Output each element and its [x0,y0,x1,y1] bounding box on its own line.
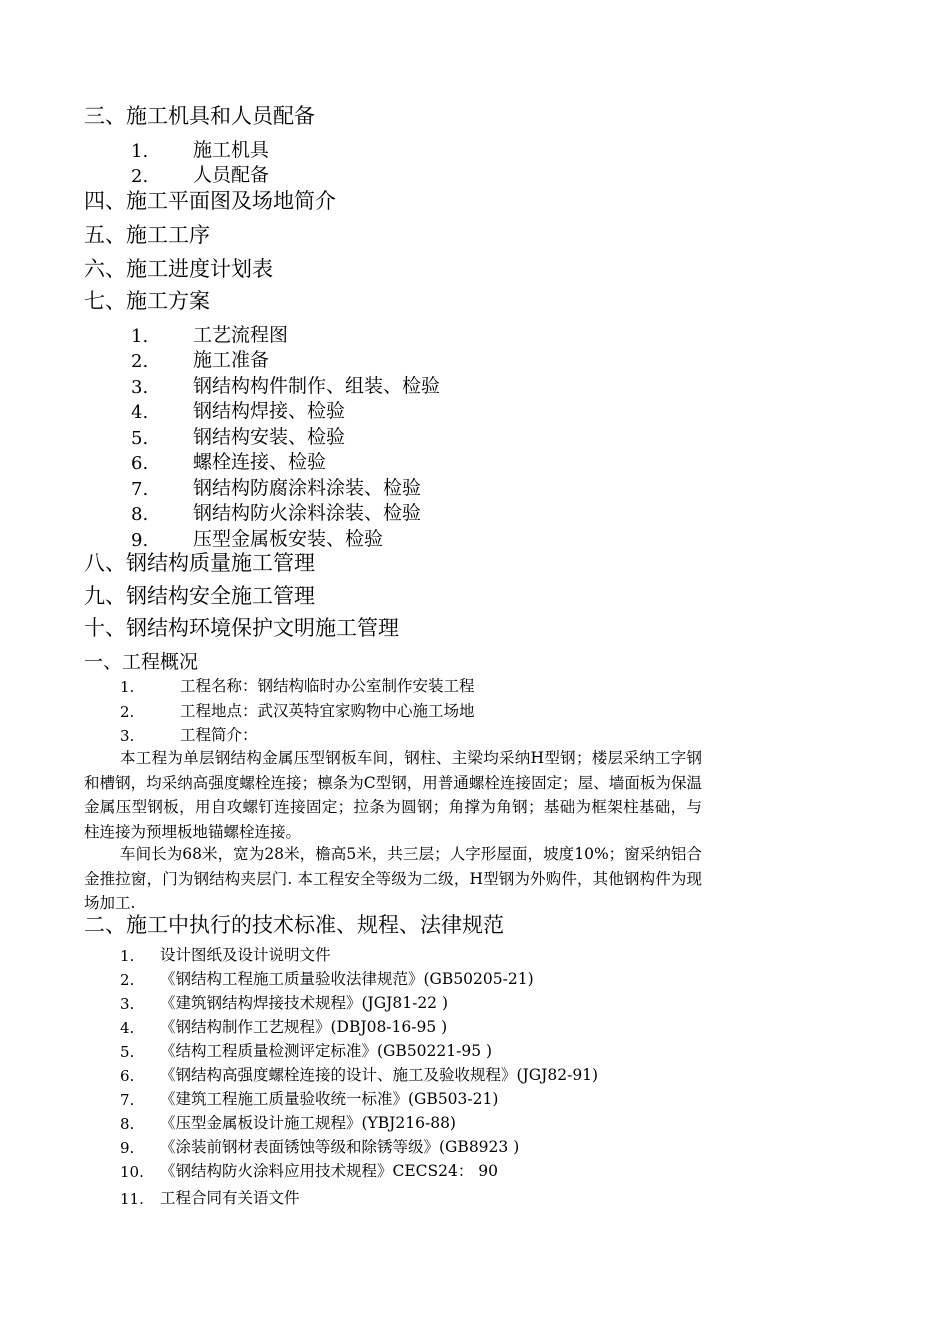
heading-overview: 一、工程概况 [84,651,199,673]
list-number: 11. [120,1190,144,1208]
list-item: 螺栓连接、检验 [193,451,327,473]
list-number: 2. [131,351,149,372]
list-item: 《钢结构制作工艺规程》(DBJ08-16-95 ) [160,1018,448,1036]
list-item: 人员配备 [193,164,270,186]
list-item: 钢结构构件制作、组装、检验 [193,375,441,397]
list-number: 10. [120,1163,144,1181]
list-number: 5. [120,1043,135,1061]
list-number: 4. [120,1019,135,1037]
heading-section-7: 七、施工方案 [84,289,210,313]
list-number: 1. [131,326,149,347]
heading-section-3: 三、施工机具和人员配备 [84,104,315,128]
list-number: 3. [120,727,135,745]
heading-section-9: 九、钢结构安全施工管理 [84,584,315,608]
list-item: 《涂装前钢材表面锈蚀等级和除锈等级》(GB8923 ) [160,1138,520,1156]
list-item: 钢结构安装、检验 [193,426,346,448]
list-item: 钢结构防腐涂料涂装、检验 [193,477,422,499]
list-number: 7. [131,479,149,500]
heading-section-10: 十、钢结构环境保护文明施工管理 [84,616,399,640]
list-item: 设计图纸及设计说明文件 [160,946,331,964]
list-number: 1. [131,141,149,162]
list-item: 钢结构防火涂料涂装、检验 [193,502,422,524]
heading-section-8: 八、钢结构质量施工管理 [84,551,315,575]
list-number: 7. [120,1091,135,1109]
list-item: 《钢结构高强度螺栓连接的设计、施工及验收规程》(JGJ82-91) [160,1066,599,1084]
list-number: 4. [131,402,149,423]
list-item: 《钢结构工程施工质量验收法律规范》(GB50205-21) [160,970,534,988]
list-item: 《建筑钢结构焊接技术规程》(JGJ81-22 ) [160,994,449,1012]
overview-paragraph-2: 车间长为68米，宽为28米，檐高5米，共三层；人字形屋面，坡度10%；窗采纳铝合金推拉窗，门为钢结构夹层门. 本工程安全等级为二级，H型钢为外购件，其他钢构件为现场加工. [84,845,702,912]
list-item: 工艺流程图 [193,324,289,346]
heading-standards: 二、施工中执行的技术标准、规程、法律规范 [84,913,504,937]
list-number: 6. [120,1067,135,1085]
list-item: 工程合同有关语文件 [160,1189,300,1207]
heading-section-4: 四、施工平面图及场地简介 [84,189,336,213]
list-item: 《结构工程质量检测评定标准》(GB50221-95 ) [160,1042,493,1060]
list-item: 钢结构焊接、检验 [193,400,346,422]
list-number: 9. [120,1139,135,1157]
list-number: 8. [120,1115,135,1133]
list-item: 施工机具 [193,139,270,161]
list-number: 9. [131,530,149,551]
list-item: 《压型金属板设计施工规程》(YBJ216-88) [160,1114,456,1132]
list-number: 1. [120,678,135,696]
list-number: 2. [120,703,135,721]
list-number: 3. [131,377,149,398]
list-number: 1. [120,947,135,965]
list-number: 8. [131,504,149,525]
list-item: 工程名称：钢结构临时办公室制作安装工程 [180,677,475,695]
list-number: 2. [131,166,149,187]
list-item: 工程地点：武汉英特宜家购物中心施工场地 [180,702,475,720]
overview-paragraph-1: 本工程为单层钢结构金属压型钢板车间，钢柱、主梁均采纳H型钢；楼层采纳工字钢和槽钢，均采纳高强度螺栓连接；檩条为C型钢，用普通螺栓连接固定；屋、墙面板为保温金属压型钢板，用自攻螺钉连接固定；拉条为圆钢；角撑为角钢；基础为框架柱基础，与柱连接为预埋板地锚螺栓连接。 [84,749,702,841]
list-item: 工程简介： [180,726,258,744]
list-number: 2. [120,971,135,989]
heading-section-6: 六、施工进度计划表 [84,257,273,281]
list-item: 《建筑工程施工质量验收统一标准》(GB503-21) [160,1090,499,1108]
list-number: 5. [131,428,149,449]
heading-section-5: 五、施工工序 [84,223,210,247]
list-number: 6. [131,453,149,474]
list-item: 压型金属板安装、检验 [193,528,384,550]
list-item: 施工准备 [193,349,270,371]
list-number: 3. [120,995,135,1013]
list-item: 《钢结构防火涂料应用技术规程》CECS24： 90 [160,1162,499,1180]
